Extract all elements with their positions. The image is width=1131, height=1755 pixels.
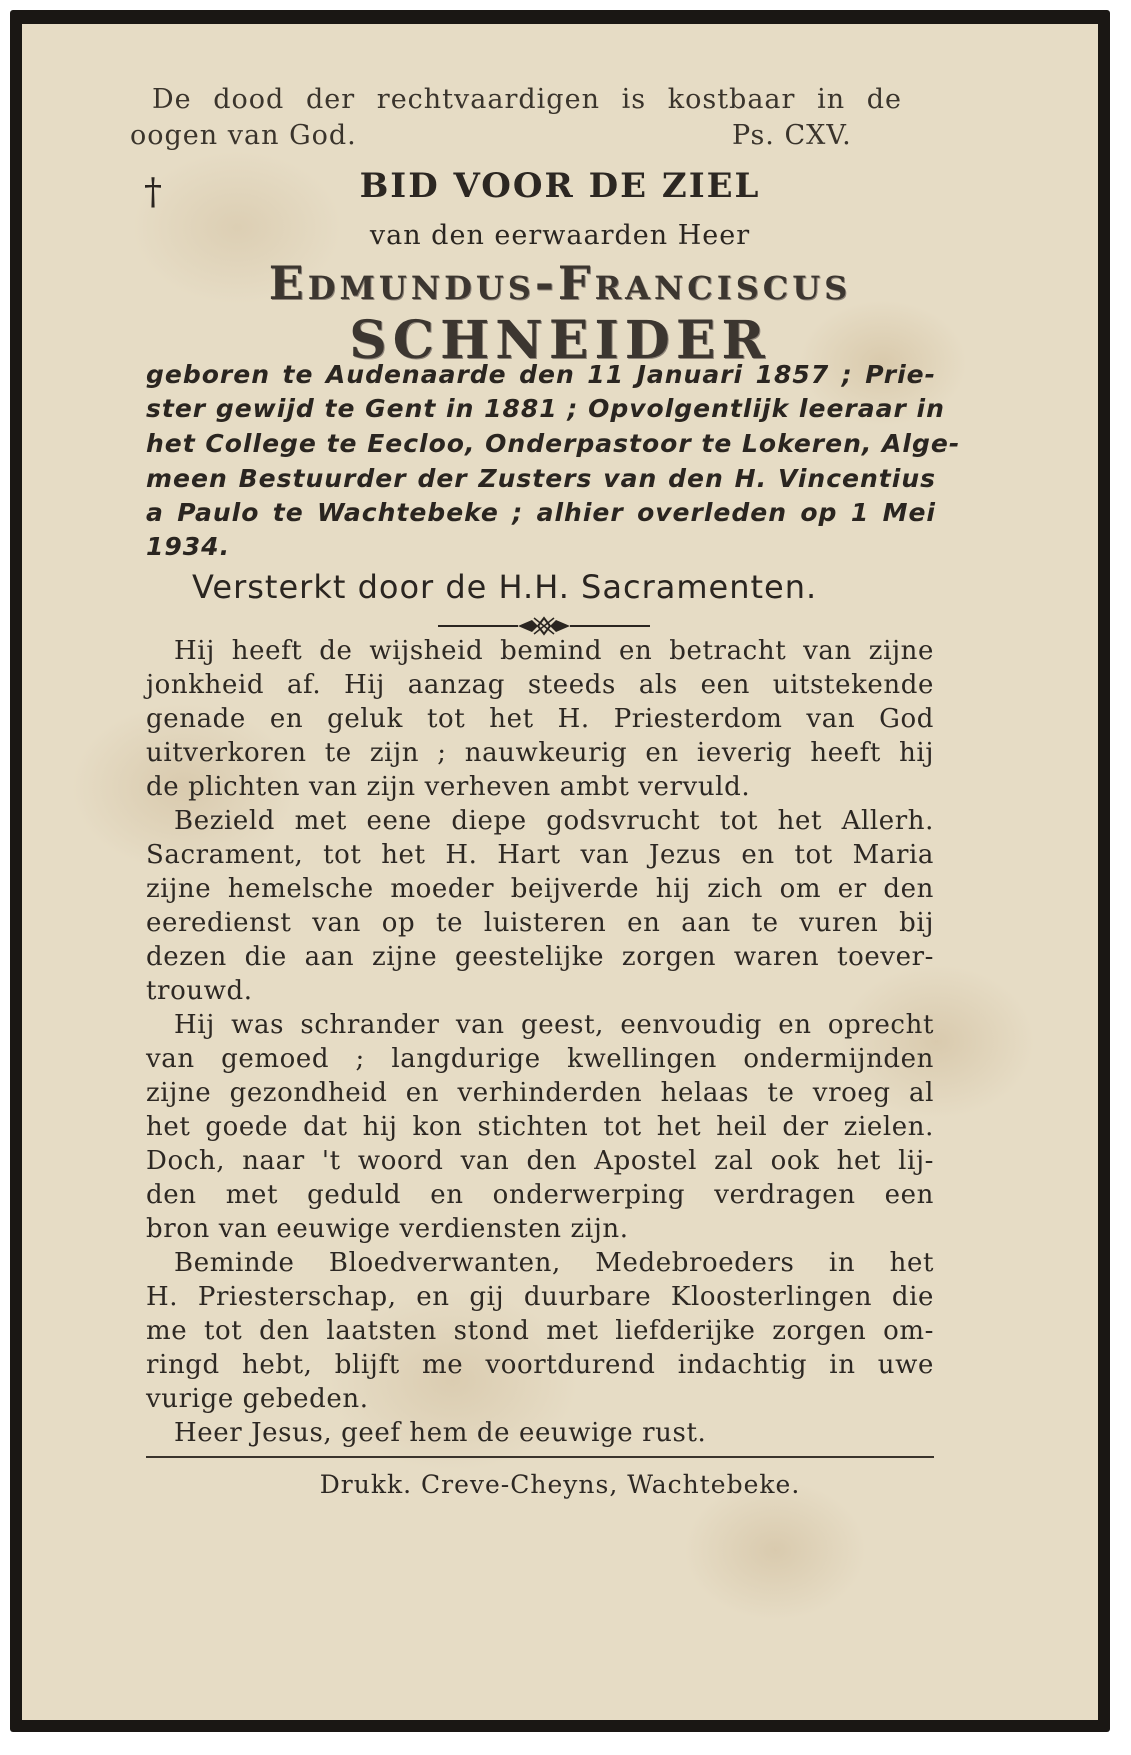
subtitle: van den eerwaarden Heer xyxy=(369,220,751,251)
body-line: bron van eeuwige verdiensten zijn. xyxy=(146,1214,629,1244)
surname: SCHNEIDER xyxy=(349,310,771,371)
body-line: dezen die aan zijne geestelijke zorgen waren toever- xyxy=(146,942,934,972)
psalm-line-1: De dood der rechtvaardigen is kostbaar in de xyxy=(152,84,902,115)
body-line: ringd hebt, blijft me voortdurend indachtig in uwe xyxy=(146,1350,934,1380)
body-line: uitverkoren te zijn ; nauwkeurig en ieverig heeft hij xyxy=(146,738,934,768)
body-line: Doch, naar 't woord van den Apostel zal ook het lij- xyxy=(146,1146,934,1176)
footer-rule xyxy=(146,1456,934,1458)
biography-line: meen Bestuurder der Zusters van den H. Vincentius xyxy=(146,464,936,493)
body-line: me tot den laatsten stond met liefderijke zorgen om- xyxy=(146,1316,934,1346)
biography-line: a Paulo te Wachtebeke ; alhier overleden op 1 Mei xyxy=(146,498,936,527)
ornament-divider xyxy=(438,614,650,638)
biography-line: ster gewijd te Gent in 1881 ; Opvolgentlijk leeraar in xyxy=(146,394,945,423)
body-line: eeredienst van op te luisteren en aan te vuren bij xyxy=(146,908,934,938)
printer-credit: Drukk. Creve-Cheyns, Wachtebeke. xyxy=(319,1470,801,1499)
body-line: zijne hemelsche moeder beijverde hij zich om er den xyxy=(146,874,934,904)
biography-line: geboren te Audenaarde den 11 Januari 1857 ; Prie- xyxy=(146,360,936,389)
body-line: de plichten van zijn verheven ambt vervuld. xyxy=(146,772,751,802)
body-line: trouwd. xyxy=(146,976,253,1006)
body-line: H. Priesterschap, en gij duurbare Kloosterlingen die xyxy=(146,1282,934,1312)
body-line: jonkheid af. Hij aanzag steeds als een uitstekende xyxy=(146,670,934,700)
card-paper xyxy=(22,24,1098,1720)
closing-prayer: Heer Jesus, geef hem de eeuwige rust. xyxy=(174,1418,707,1448)
body-line: Hij was schrander van geest, eenvoudig en oprecht xyxy=(174,1010,934,1040)
sacraments-line: Versterkt door de H.H. Sacramenten. xyxy=(192,568,818,606)
body-line: genade en geluk tot het H. Priesterdom van God xyxy=(146,704,934,734)
memorial-card xyxy=(10,10,1110,1732)
body-line: Beminde Bloedverwanten, Medebroeders in het xyxy=(174,1248,934,1278)
body-line: Hij heeft de wijsheid bemind en betracht van zijne xyxy=(174,636,934,666)
cross-icon: † xyxy=(144,172,162,213)
body-line: zijne gezondheid en verhinderden helaas te vroeg al xyxy=(146,1078,934,1108)
biography-line: het College te Eecloo, Onderpastoor te Lokeren, Alge- xyxy=(146,429,961,458)
psalm-reference: Ps. CXV. xyxy=(732,120,852,151)
prayer-heading: BID VOOR DE ZIEL xyxy=(359,166,761,206)
given-names: Edmundus-Franciscus xyxy=(268,256,852,310)
body-line: vurige gebeden. xyxy=(146,1384,369,1414)
body-line: Sacrament, tot het H. Hart van Jezus en tot Maria xyxy=(146,840,934,870)
body-line: het goede dat hij kon stichten tot het heil der zielen. xyxy=(146,1112,934,1142)
body-line: den met geduld en onderwerping verdragen een xyxy=(146,1180,934,1210)
psalm-line-2: oogen van God. xyxy=(130,120,357,151)
body-line: van gemoed ; langdurige kwellingen ondermijnden xyxy=(146,1044,934,1074)
body-line: Bezield met eene diepe godsvrucht tot het Allerh. xyxy=(174,806,934,836)
biography-line: 1934. xyxy=(146,532,231,561)
